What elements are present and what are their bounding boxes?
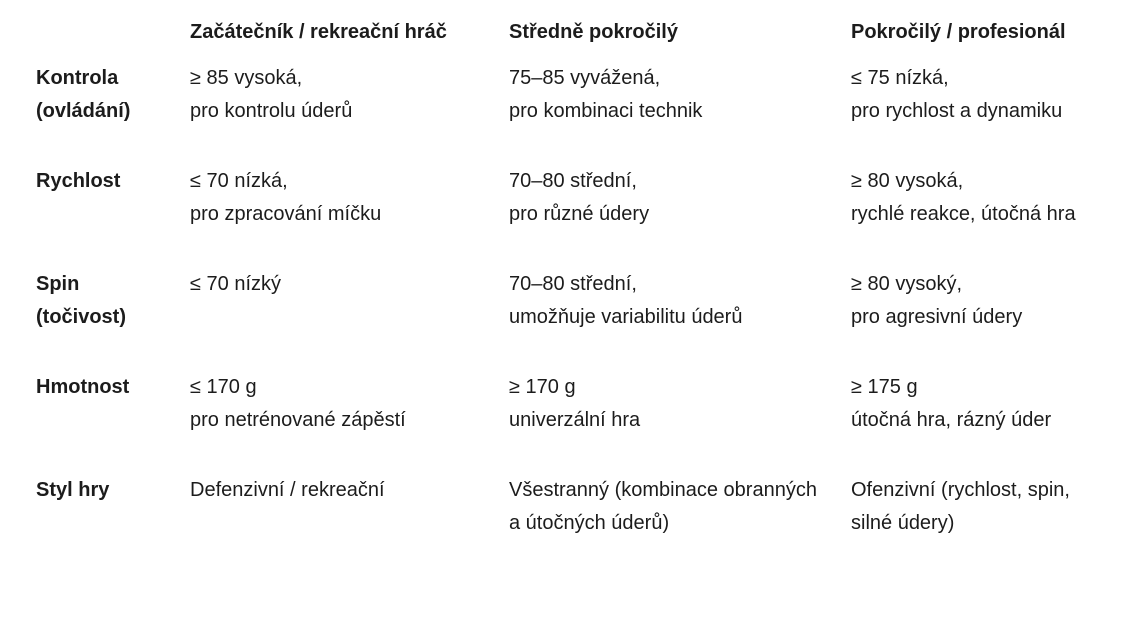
row-label-weight: Hmotnost — [36, 376, 130, 398]
cell-line: ≤ 170 g — [190, 376, 257, 398]
row-label-spin: Spin (točivost) — [36, 273, 126, 328]
header-intermediate: Středně pokročilý — [509, 21, 678, 43]
table-cell — [491, 268, 833, 371]
table-cell — [172, 371, 491, 474]
cell-line: Defenzivní / rekreační — [190, 479, 385, 501]
row-label-speed: Rychlost — [36, 170, 121, 192]
cell-line: umožňuje variabilitu úderů — [509, 306, 743, 328]
row-label-play-style: Styl hry — [36, 479, 110, 501]
cell-line: ≥ 175 g — [851, 376, 918, 398]
table-cell — [172, 474, 491, 577]
cell-line: 70–80 střední, — [509, 273, 637, 295]
table-header-row — [18, 4, 1118, 61]
table-cell — [833, 474, 1118, 577]
header-beginner: Začátečník / rekreační hráč — [190, 21, 447, 43]
comparison-table — [18, 4, 1118, 577]
table-cell — [172, 268, 491, 371]
cell-line: pro netrénované zápěstí — [190, 409, 406, 431]
cell-line: ≥ 80 vysoká, — [851, 170, 964, 192]
cell-line: pro agresivní údery — [851, 306, 1023, 328]
cell-line: pro zpracování míčku — [190, 203, 382, 225]
table-row — [18, 165, 1118, 268]
table-cell — [491, 165, 833, 268]
cell-line: rychlé reakce, útočná hra — [851, 203, 1076, 225]
cell-line: Všestranný (kombinace obranných a útočných úderů) — [509, 479, 817, 534]
table-cell — [172, 61, 491, 165]
cell-line: ≤ 70 nízký — [190, 273, 282, 295]
table-cell — [833, 61, 1118, 165]
table-cell — [833, 165, 1118, 268]
table-row — [18, 371, 1118, 474]
table-cell — [172, 165, 491, 268]
cell-line: pro kontrolu úderů — [190, 100, 353, 122]
cell-line: ≤ 75 nízká, — [851, 67, 949, 89]
table-cell — [833, 371, 1118, 474]
cell-line: ≤ 70 nízká, — [190, 170, 288, 192]
header-advanced: Pokročilý / profesionál — [851, 21, 1066, 43]
cell-line: ≥ 170 g — [509, 376, 576, 398]
cell-line: 70–80 střední, — [509, 170, 637, 192]
cell-line: pro kombinaci technik — [509, 100, 703, 122]
cell-line: 75–85 vyvážená, — [509, 67, 661, 89]
cell-line: univerzální hra — [509, 409, 641, 431]
header-empty-cell — [18, 4, 172, 61]
cell-line: ≥ 85 vysoká, — [190, 67, 303, 89]
table-cell — [491, 474, 833, 577]
table-cell — [491, 371, 833, 474]
table-row — [18, 61, 1118, 165]
cell-line: Ofenzivní (rychlost, spin, silné údery) — [851, 479, 1070, 534]
table-row — [18, 474, 1118, 577]
table-cell — [833, 268, 1118, 371]
cell-line: ≥ 80 vysoký, — [851, 273, 963, 295]
table-row — [18, 268, 1118, 371]
row-label-control: Kontrola (ovládání) — [36, 67, 131, 122]
cell-line: pro rychlost a dynamiku — [851, 100, 1063, 122]
cell-line: pro různé údery — [509, 203, 650, 225]
table-cell — [491, 61, 833, 165]
cell-line: útočná hra, rázný úder — [851, 409, 1052, 431]
